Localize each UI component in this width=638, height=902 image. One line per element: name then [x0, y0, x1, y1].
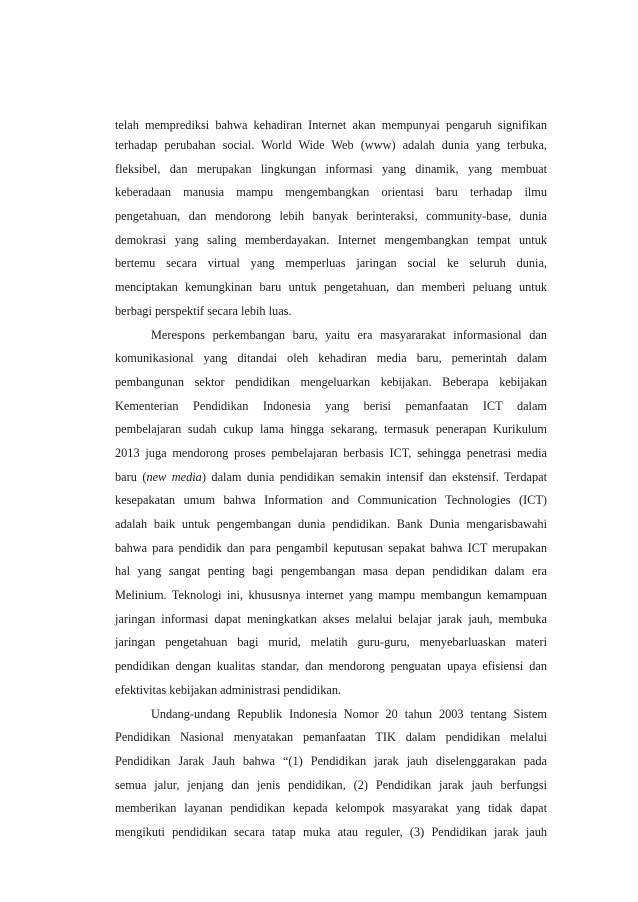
text-line: menciptakan kemungkinan baru untuk pengetahuan, dan memberi peluang untuk — [115, 280, 547, 295]
text-line: pendidikan dengan kualitas standar, dan mendorong penguatan upaya efisiensi dan — [115, 659, 547, 674]
text-line: bahwa para pendidik dan para pengambil keputusan sepakat bahwa ICT merupakan — [115, 540, 547, 555]
text-line: hal yang sangat penting bagi pengembangan masa depan pendidikan dalam era — [115, 564, 547, 579]
text-line: jaringan informasi dapat meningkatkan akses melalui belajar jarak jauh, membuka — [115, 611, 547, 626]
text-line: Pendidikan Nasional menyatakan pemanfaatan TIK dalam pendidikan melalui — [115, 730, 547, 745]
text-line: berbagi perspektif secara lebih luas. — [115, 303, 292, 318]
body-text — [115, 117, 547, 848]
text-line: Merespons perkembangan baru, yaitu era masyararakat informasional dan — [151, 327, 547, 342]
text-line: kesepakatan umum bahwa Information and Communication Technologies (ICT) — [115, 493, 547, 508]
text-line: demokrasi yang saling memberdayakan. Internet mengembangkan tempat untuk — [115, 232, 547, 247]
text-line: memberikan layanan pendidikan kepada kelompok masyarakat yang tidak dapat — [115, 801, 547, 816]
text-line: fleksibel, dan merupakan lingkungan informasi yang dinamik, yang membuat — [115, 161, 547, 176]
text-line: semua jalur, jenjang dan jenis pendidikan, (2) Pendidikan jarak jauh berfungsi — [115, 777, 547, 792]
text-line: pembelajaran sudah cukup lama hingga sekarang, termasuk penerapan Kurikulum — [115, 422, 547, 437]
text-line: pengetahuan, dan mendorong lebih banyak berinteraksi, community-base, dunia — [115, 209, 547, 224]
text-line: Undang-undang Republik Indonesia Nomor 20 tahun 2003 tentang Sistem — [151, 706, 547, 721]
text-line: 2013 juga mendorong proses pembelajaran berbasis ICT, sehingga penetrasi media — [115, 445, 547, 460]
text-line: Melinium. Teknologi ini, khususnya internet yang mampu membangun kemampuan — [115, 588, 547, 603]
text-segment: ) dalam dunia pendidikan semakin intensif dan ekstensif. Terdapat — [201, 469, 547, 484]
text-line: adalah baik untuk pengembangan dunia pendidikan. Bank Dunia mengarisbawahi — [115, 517, 547, 531]
text-line: jaringan pengetahuan bagi murid, melatih guru-guru, menyebarluaskan materi — [115, 635, 547, 650]
text-line — [115, 469, 547, 493]
text-line: mengikuti pendidikan secara tatap muka atau reguler, (3) Pendidikan jarak jauh — [115, 824, 547, 839]
text-line: keberadaan manusia mampu mengembangkan orientasi baru terhadap ilmu — [115, 185, 547, 200]
text-segment: baru ( — [115, 469, 147, 484]
text-line: efektivitas kebijakan administrasi pendidikan. — [115, 682, 342, 697]
text-line: Kementerian Pendidikan Indonesia yang berisi pemanfaatan ICT dalam — [115, 398, 547, 413]
text-line: Pendidikan Jarak Jauh bahwa “(1) Pendidikan jarak jauh diselenggarakan pada — [115, 753, 547, 768]
text-line: terhadap perubahan social. World Wide Web (www) adalah dunia yang terbuka, — [115, 138, 547, 152]
text-line: pembangunan sektor pendidikan mengeluarkan kebijakan. Beberapa kebijakan — [115, 374, 547, 389]
italic-term: new media — [146, 469, 202, 484]
text-line: komunikasional yang ditandai oleh kehadiran media baru, pemerintah dalam — [115, 351, 547, 366]
text-line: bertemu secara virtual yang memperluas jaringan social ke seluruh dunia, — [115, 256, 547, 271]
text-line: telah memprediksi bahwa kehadiran Internet akan mempunyai pengaruh signifikan — [115, 118, 547, 132]
